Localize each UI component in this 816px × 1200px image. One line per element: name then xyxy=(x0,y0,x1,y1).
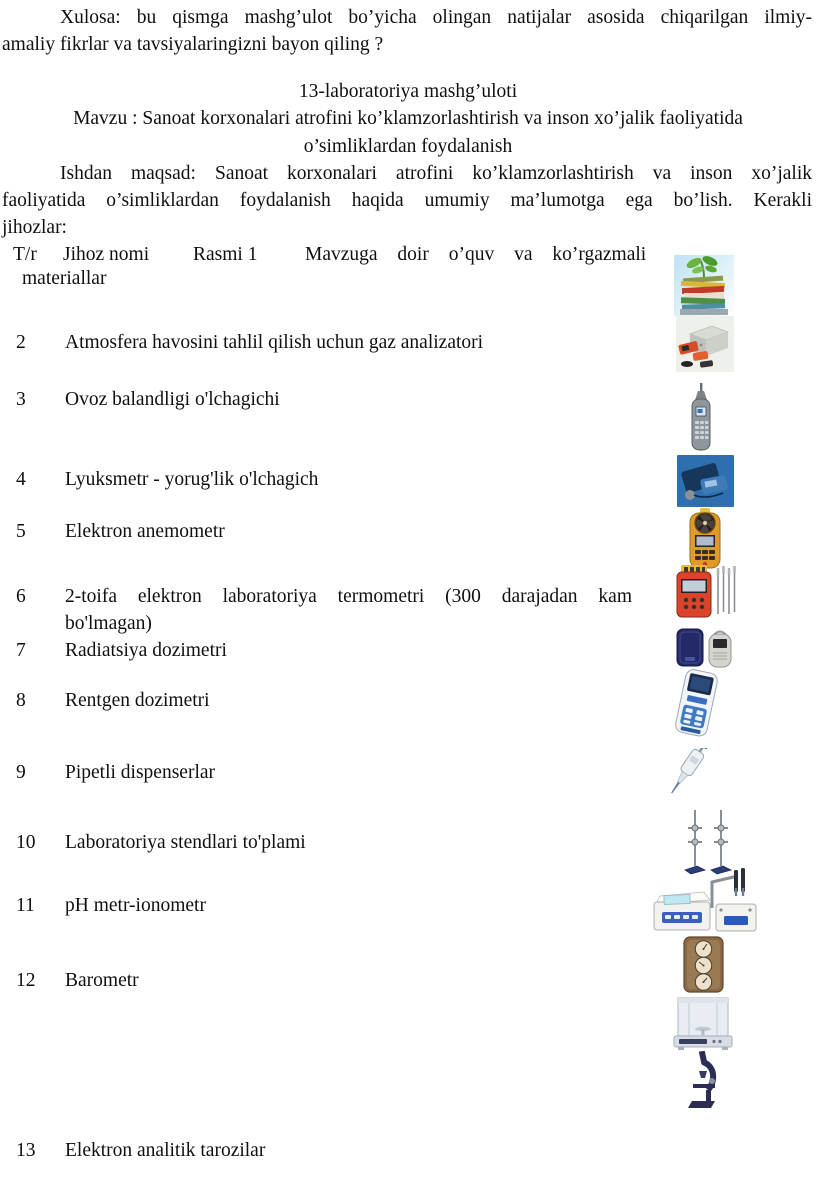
header-col-image: Rasmi 1 xyxy=(193,244,258,265)
xray-dosimeter-image xyxy=(672,669,722,741)
luxmeter-image xyxy=(677,455,734,507)
row-number: 7 xyxy=(16,640,26,661)
sound-level-meter-image xyxy=(687,383,715,453)
pipette-dispenser-image xyxy=(668,748,734,804)
barometer-image xyxy=(678,936,729,993)
row-equipment-name: pH metr-ionometr xyxy=(65,895,206,916)
gas-analyzer-image xyxy=(676,316,734,372)
row-number: 10 xyxy=(16,832,36,853)
conclusion-paragraph-line2: amaliy fikrlar va tavsiyalaringizni bayon qiling ? xyxy=(2,34,384,55)
row-equipment-name: Barometr xyxy=(65,970,139,991)
row-number: 5 xyxy=(16,521,26,542)
purpose-line1: Ishdan maqsad: Sanoat korxonalari atrofini ko’klamzorlashtirish va inson xo’jalik xyxy=(60,163,812,184)
row-equipment-name: Elektron analitik tarozilar xyxy=(65,1140,266,1161)
row-number: 2 xyxy=(16,332,26,353)
lab-stands-image xyxy=(682,808,734,876)
row-number: 4 xyxy=(16,469,26,490)
row-number: 9 xyxy=(16,762,26,783)
purpose-line3: jihozlar: xyxy=(2,217,67,238)
row-number: 6 xyxy=(16,586,26,607)
ph-meter-ionometer-image xyxy=(650,868,760,935)
row-equipment-name: 2-toifa elektron laboratoriya termometri (300 darajadan kam xyxy=(65,586,632,607)
books-and-plant-image xyxy=(674,255,734,316)
row-equipment-name-line2: bo'lmagan) xyxy=(65,613,152,634)
microscope-image xyxy=(686,1051,722,1109)
row-equipment-name: Elektron anemometr xyxy=(65,521,225,542)
row-number: 8 xyxy=(16,690,26,711)
anemometer-image xyxy=(688,508,722,570)
analytical-balance-image xyxy=(670,996,736,1052)
header-col-name: Jihoz nomi xyxy=(63,244,150,265)
conclusion-paragraph-line1: Xulosa: bu qismga mashg’ulot bo’yicha olingan natijalar asosida chiqarilgan ilmiy- xyxy=(60,7,812,28)
row-equipment-name: Pipetli dispenserlar xyxy=(65,762,216,783)
purpose-line2: faoliyatida o’simliklardan foydalanish haqida umumiy ma’lumotga ega bo’lish. Kerakli xyxy=(2,190,812,211)
radiation-dosimeter-image xyxy=(675,627,735,669)
topic-line2: o’simliklardan foydalanish xyxy=(303,136,513,157)
row-equipment-name: Atmosfera havosini tahlil qilish uchun gaz analizatori xyxy=(65,332,484,353)
lab-session-title: 13-laboratoriya mashg’uloti xyxy=(298,81,518,102)
row-number: 13 xyxy=(16,1140,36,1161)
row-equipment-name: Rentgen dozimetri xyxy=(65,690,210,711)
row-number: 12 xyxy=(16,970,36,991)
table-row xyxy=(0,1140,816,1167)
header-col-materials: Mavzuga doir o’quv va ko’rgazmali xyxy=(305,244,647,265)
lab-thermometer-image xyxy=(676,564,738,619)
row-number: 3 xyxy=(16,389,26,410)
row-equipment-name: Laboratoriya stendlari to'plami xyxy=(65,832,306,853)
row-equipment-name: Lyuksmetr - yorug'lik o'lchagich xyxy=(65,469,319,490)
row-equipment-name: Radiatsiya dozimetri xyxy=(65,640,227,661)
topic-line1: Mavzu : Sanoat korxonalari atrofini ko’klamzorlashtirish va inson xo’jalik faoliyatida xyxy=(73,108,743,129)
header-col-materials-line2: materiallar xyxy=(22,268,107,289)
row-number: 11 xyxy=(16,895,35,916)
row-equipment-name: Ovoz balandligi o'lchagichi xyxy=(65,389,280,410)
header-col-tr: T/r xyxy=(13,244,37,265)
